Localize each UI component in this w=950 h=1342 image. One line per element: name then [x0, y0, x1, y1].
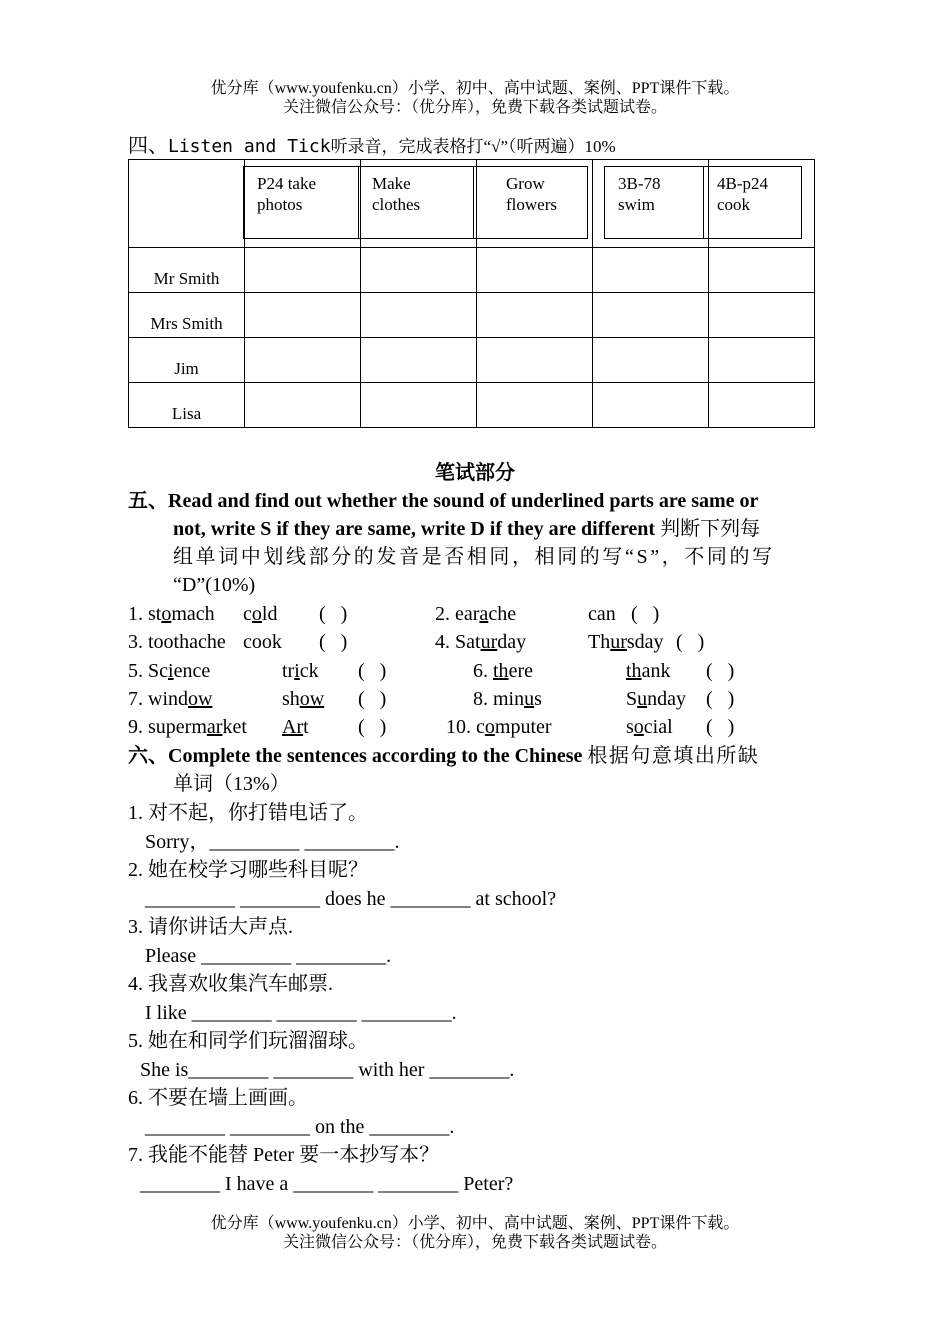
sentence-6-chinese: 6. 不要在墙上画画。: [128, 1087, 308, 1109]
word-part: mach: [171, 603, 215, 625]
table-row: [129, 383, 815, 428]
written-part-title: 笔试部分: [435, 462, 515, 484]
word-part: sday: [626, 631, 664, 653]
tick-cell[interactable]: [245, 383, 361, 428]
word-part: s: [626, 716, 634, 738]
section-5-line-1: [128, 487, 758, 515]
tick-cell[interactable]: [361, 293, 477, 338]
sentence-4-english[interactable]: I like ________ ________ _________.: [145, 1002, 457, 1024]
pair-item-4-word-1: [435, 628, 526, 656]
tick-cell[interactable]: [245, 293, 361, 338]
pair-item-10-word-2: [626, 713, 673, 741]
underlined-part: i: [168, 660, 174, 682]
column-box-take-photos: [243, 166, 359, 239]
tick-cell[interactable]: [709, 248, 815, 293]
word-part: ank: [641, 660, 671, 682]
item-number: 4.: [435, 631, 455, 653]
section-5-line-3: 组单词中划线部分的发音是否相同，相同的写“S”，不同的写: [173, 546, 775, 568]
column-label-line-1: P24 take: [257, 174, 317, 193]
word-part: ket: [222, 716, 247, 738]
word-part: ck: [299, 660, 319, 682]
section-4-title-cn: 听录音，完成表格打“√”（听两遍）10%: [330, 137, 616, 156]
tick-cell[interactable]: [361, 248, 477, 293]
answer-paren[interactable]: ( ): [358, 688, 387, 710]
word-part: s: [534, 688, 542, 710]
table-row: [129, 338, 815, 383]
tick-cell[interactable]: [477, 338, 593, 383]
sentence-1-english[interactable]: Sorry，_________ _________.: [145, 831, 400, 853]
section-6-title-cn: 根据句意填出所缺: [587, 745, 760, 767]
tick-cell[interactable]: [593, 383, 709, 428]
underlined-part: th: [493, 660, 509, 682]
word-part: mputer: [494, 716, 552, 738]
tick-cell[interactable]: [709, 338, 815, 383]
word-part: Sc: [148, 660, 168, 682]
section-5-title-line-2: not, write S if they are same, write D if they are different: [173, 518, 656, 540]
tick-cell[interactable]: [477, 248, 593, 293]
footer-line-1: 优分库（www.youfenku.cn）小学、初中、高中试题、案例、PPT课件下载。: [210, 1215, 740, 1232]
section-6-title-en: Complete the sentences according to the Chinese: [168, 745, 583, 767]
word-part: cook: [243, 631, 282, 653]
tick-cell[interactable]: [709, 383, 815, 428]
sentence-2-chinese: 2. 她在校学习哪些科目呢？: [128, 859, 368, 881]
pair-item-5-word-2: [282, 657, 319, 685]
sentence-3-english[interactable]: Please _________ _________.: [145, 945, 392, 967]
row-label-mrs-smith: Mrs Smith: [129, 293, 245, 338]
sentence-3-chinese: 3. 请你讲话大声点.: [128, 916, 293, 938]
section-6-number: 六、: [128, 745, 168, 767]
word-part: ear: [455, 603, 480, 625]
pair-item-4-word-2: [588, 628, 664, 656]
answer-paren[interactable]: ( ): [706, 716, 735, 738]
tick-cell[interactable]: [361, 383, 477, 428]
row-label-lisa: Lisa: [129, 383, 245, 428]
section-6-line-2: 单词（13%）: [173, 773, 290, 795]
answer-paren[interactable]: ( ): [706, 660, 735, 682]
word-part: nday: [647, 688, 687, 710]
underlined-part: o: [251, 603, 262, 625]
section-4-title-en: Listen and Tick: [168, 136, 331, 157]
pair-item-2-word-2: [588, 600, 616, 628]
underlined-part: o: [633, 716, 644, 738]
pair-item-1-word-1: [128, 600, 215, 628]
answer-paren[interactable]: ( ): [358, 716, 387, 738]
tick-cell[interactable]: [245, 338, 361, 383]
item-number: 5.: [128, 660, 148, 682]
section-4-number: 四、: [128, 135, 168, 157]
column-label-line-2: flowers: [506, 195, 557, 214]
word-part: can: [588, 603, 616, 625]
underlined-part: ur: [610, 631, 627, 653]
section-5-line-4: “D”(10%): [173, 574, 256, 596]
column-box-make-clothes: [358, 166, 474, 239]
answer-paren[interactable]: ( ): [319, 631, 348, 653]
word-part: tr: [282, 660, 295, 682]
word-part: superm: [148, 716, 207, 738]
table-corner-cell: [129, 160, 245, 248]
column-label-line-1: Make: [372, 174, 411, 193]
sentence-7-chinese: 7. 我能不能替 Peter 要一本抄写本？: [128, 1144, 440, 1166]
column-label-line-1: 4B-p24: [717, 174, 768, 193]
sentence-1-chinese: 1. 对不起，你打错电话了。: [128, 802, 368, 824]
word-part: toothache: [148, 631, 226, 653]
footer-line-2: 关注微信公众号：（优分库），免费下载各类试题试卷。: [282, 1234, 667, 1251]
underlined-part: a: [479, 603, 489, 625]
section-5-line-2: [173, 515, 760, 543]
word-part: Th: [588, 631, 611, 653]
answer-paren[interactable]: ( ): [358, 660, 387, 682]
word-part: cial: [643, 716, 673, 738]
pair-item-9-word-1: [128, 713, 247, 741]
tick-cell[interactable]: [709, 293, 815, 338]
word-part: che: [488, 603, 517, 625]
header-line-2: 关注微信公众号：（优分库），免费下载各类试题试卷。: [282, 99, 667, 116]
section-4-title: [128, 133, 616, 161]
underlined-part: o: [161, 603, 172, 625]
item-number: 10.: [446, 716, 476, 738]
pair-item-7-word-1: [128, 685, 212, 713]
column-label-line-2: clothes: [372, 195, 421, 214]
underlined-part: ur: [480, 631, 498, 653]
underlined-part: Ar: [282, 716, 304, 738]
column-box-cook: [703, 166, 802, 239]
underlined-part: ar: [206, 716, 223, 738]
word-part: min: [493, 688, 525, 710]
item-number: 6.: [473, 660, 493, 682]
word-part: Sat: [455, 631, 481, 653]
word-part: c: [476, 716, 485, 738]
item-number: 2.: [435, 603, 455, 625]
row-label-jim: Jim: [129, 338, 245, 383]
sentence-6-english[interactable]: ________ ________ on the ________.: [145, 1116, 455, 1138]
pair-item-5-word-1: [128, 657, 210, 685]
tick-cell[interactable]: [361, 338, 477, 383]
answer-paren[interactable]: ( ): [676, 631, 705, 653]
column-label-line-2: photos: [257, 195, 303, 214]
pair-item-3-word-2: [243, 628, 282, 656]
item-number: 7.: [128, 688, 148, 710]
word-part: c: [243, 603, 252, 625]
underlined-part: u: [524, 688, 535, 710]
column-label-line-1: Grow: [506, 174, 545, 193]
underlined-part: o: [484, 716, 495, 738]
sentence-5-english[interactable]: She is________ ________ with her ________.: [140, 1059, 515, 1081]
word-part: st: [148, 603, 162, 625]
column-label-line-2: cook: [717, 195, 751, 214]
sentence-4-chinese: 4. 我喜欢收集汽车邮票.: [128, 973, 333, 995]
word-part: ere: [508, 660, 533, 682]
pair-item-3-word-1: [128, 628, 226, 656]
pair-item-8-word-2: [626, 685, 686, 713]
section-5-number: 五、: [128, 490, 168, 512]
item-number: 3.: [128, 631, 148, 653]
pair-item-8-word-1: [473, 685, 542, 713]
pair-item-2-word-1: [435, 600, 516, 628]
underlined-part: th: [626, 660, 642, 682]
word-part: t: [303, 716, 309, 738]
sentence-5-chinese: 5. 她在和同学们玩溜溜球。: [128, 1030, 368, 1052]
answer-paren[interactable]: ( ): [319, 603, 348, 625]
table-row: [129, 293, 815, 338]
tick-cell[interactable]: [593, 338, 709, 383]
sentence-7-english[interactable]: ________ I have a ________ ________ Peter?: [140, 1173, 514, 1195]
column-label-line-1: 3B-78: [618, 174, 661, 193]
word-part: day: [497, 631, 527, 653]
section-6-line-1: [128, 742, 759, 770]
underlined-part: u: [637, 688, 648, 710]
section-5-title-line-1: Read and find out whether the sound of underlined parts are same or: [168, 490, 759, 512]
item-number: 8.: [473, 688, 493, 710]
word-part: ence: [173, 660, 211, 682]
pair-item-6-word-1: [473, 657, 533, 685]
row-label-mr-smith: Mr Smith: [129, 248, 245, 293]
tick-cell[interactable]: [245, 248, 361, 293]
pair-item-1-word-2: [243, 600, 277, 628]
column-box-swim: [604, 166, 704, 239]
header-line-1: 优分库（www.youfenku.cn）小学、初中、高中试题、案例、PPT课件下载。: [210, 80, 740, 97]
pair-item-6-word-2: [626, 657, 670, 685]
item-number: 1.: [128, 603, 148, 625]
word-part: wind: [148, 688, 188, 710]
word-part: ld: [261, 603, 278, 625]
section-5-title-cn: 判断下列每: [660, 518, 761, 540]
tick-cell[interactable]: [593, 293, 709, 338]
underlined-part: ow: [188, 688, 213, 710]
pair-item-9-word-2: [282, 713, 309, 741]
table-row: [129, 248, 815, 293]
tick-cell[interactable]: [477, 293, 593, 338]
underlined-part: ow: [299, 688, 325, 710]
item-number: 9.: [128, 716, 148, 738]
column-label-line-2: swim: [618, 195, 655, 214]
pair-item-10-word-1: [446, 713, 552, 741]
answer-paren[interactable]: ( ): [631, 603, 660, 625]
answer-paren[interactable]: ( ): [706, 688, 735, 710]
underlined-part: i: [294, 660, 300, 682]
word-part: S: [626, 688, 638, 710]
pair-item-7-word-2: [282, 685, 324, 713]
word-part: sh: [282, 688, 300, 710]
tick-cell[interactable]: [593, 248, 709, 293]
tick-cell[interactable]: [477, 383, 593, 428]
sentence-2-english[interactable]: _________ ________ does he ________ at school?: [145, 888, 557, 910]
column-box-grow-flowers: [473, 166, 588, 239]
